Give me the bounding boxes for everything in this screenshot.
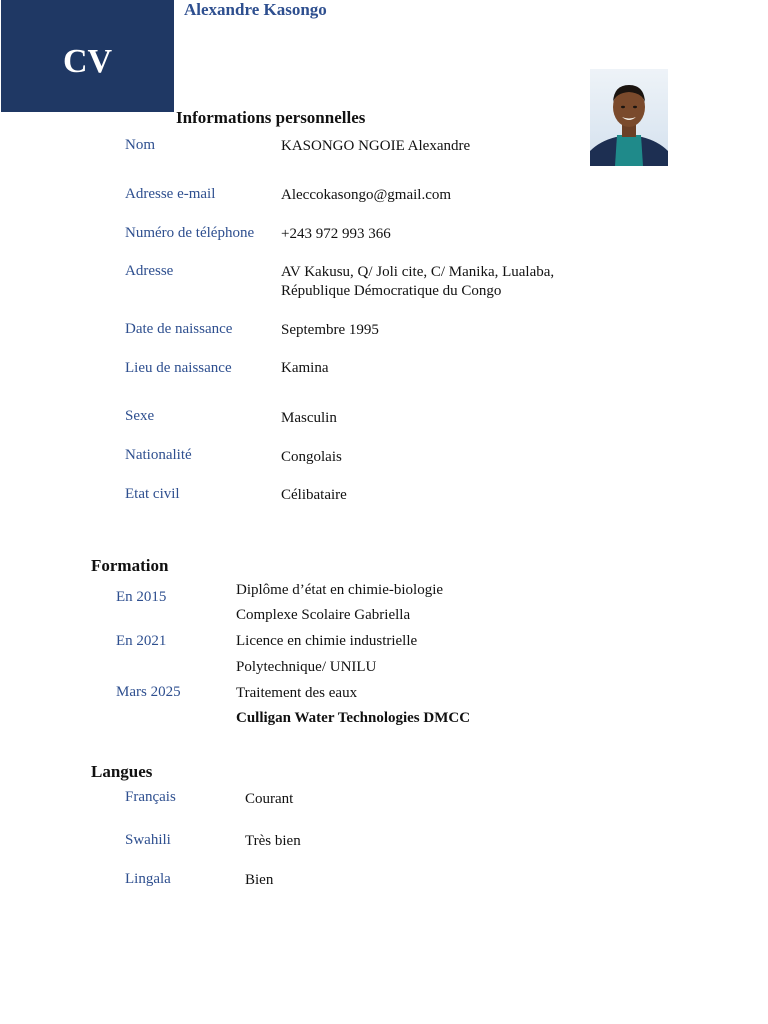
- profile-photo: [590, 69, 668, 166]
- label-sexe: Sexe: [125, 408, 155, 424]
- formation-school: Polytechnique/ UNILU: [236, 659, 377, 675]
- langues-title: Langues: [91, 762, 153, 781]
- language-name: Lingala: [125, 871, 171, 887]
- label-date-naissance: Date de naissance: [125, 321, 233, 337]
- language-name: Français: [125, 789, 176, 805]
- value-telephone: +243 972 993 366: [281, 226, 391, 242]
- formation-date: En 2021: [116, 633, 167, 649]
- label-lieu-naissance: Lieu de naissance: [125, 360, 232, 376]
- formation-degree: Diplôme d’état en chimie-biologie: [236, 582, 444, 598]
- formation-date: En 2015: [116, 589, 167, 605]
- formation-degree: Traitement des eaux: [236, 685, 358, 701]
- formation-school: Complexe Scolaire Gabriella: [236, 607, 411, 623]
- language-level: Très bien: [245, 833, 301, 849]
- candidate-name: Alexandre Kasongo: [184, 0, 327, 19]
- value-adresse-line1: AV Kakusu, Q/ Joli cite, C/ Manika, Lualaba,: [281, 264, 555, 280]
- formation-school: Culligan Water Technologies DMCC: [236, 710, 471, 726]
- value-nom: KASONGO NGOIE Alexandre: [281, 138, 471, 154]
- cv-badge: [1, 0, 174, 112]
- profile-photo-image: [590, 69, 668, 166]
- formation-date: Mars 2025: [116, 684, 181, 700]
- value-etat-civil: Célibataire: [281, 487, 347, 503]
- value-lieu-naissance: Kamina: [281, 360, 329, 376]
- value-adresse-line2: République Démocratique du Congo: [281, 283, 502, 299]
- label-nationalite: Nationalité: [125, 447, 192, 463]
- value-date-naissance: Septembre 1995: [281, 322, 379, 338]
- label-telephone: Numéro de téléphone: [125, 225, 255, 241]
- value-nationalite: Congolais: [281, 449, 342, 465]
- value-email: Aleccokasongo@gmail.com: [281, 187, 452, 203]
- label-nom: Nom: [125, 137, 155, 153]
- cv-badge-label: CV: [62, 43, 113, 80]
- formation-title: Formation: [91, 556, 169, 575]
- label-etat-civil: Etat civil: [125, 486, 180, 502]
- formation-degree: Licence en chimie industrielle: [236, 633, 418, 649]
- label-adresse: Adresse: [125, 263, 174, 279]
- language-name: Swahili: [125, 832, 171, 848]
- language-level: Courant: [245, 791, 294, 807]
- value-sexe: Masculin: [281, 410, 337, 426]
- label-email: Adresse e-mail: [125, 186, 216, 202]
- language-level: Bien: [245, 872, 274, 888]
- personal-info-title: Informations personnelles: [176, 108, 366, 127]
